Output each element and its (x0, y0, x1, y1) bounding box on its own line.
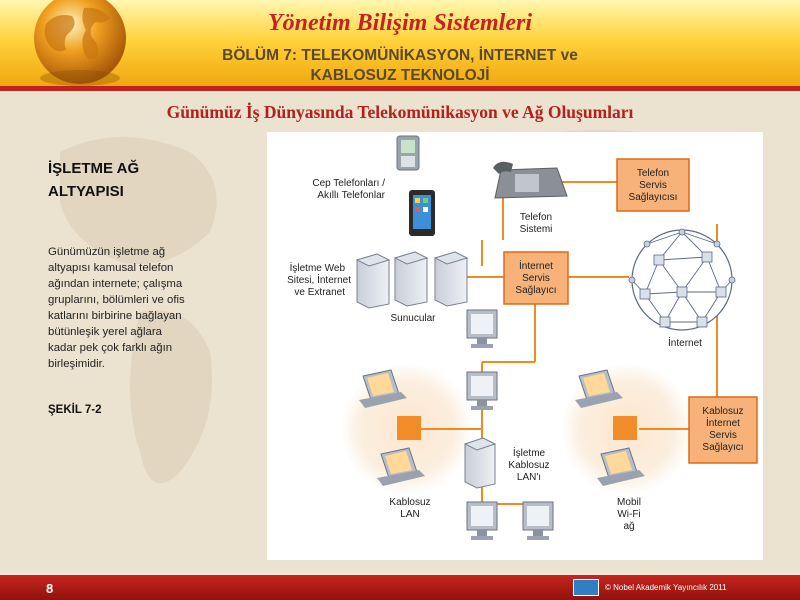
section-title (48, 157, 248, 203)
business-wlan-line1: İşletme (512, 448, 546, 459)
copyright-text: © Nobel Akademik Yayıncılık 2011 (605, 583, 727, 592)
wireless-lan-line1: Kablosuz (389, 497, 431, 508)
app-title: Yönetim Bilişim Sistemleri (267, 10, 533, 36)
network-diagram-svg (267, 132, 763, 560)
body-text (48, 244, 218, 372)
business-wlan-line2: Kablosuz (508, 460, 550, 471)
body-line: kadar pek çok farklı ağın (48, 342, 173, 354)
section-title-line2: ALTYAPISI (48, 183, 124, 200)
body-line: gruplarını, bölümleri ve ofis (48, 294, 185, 306)
footer-bar (0, 575, 800, 600)
telephone-provider-line2: Servis (639, 180, 667, 191)
phone-system-label-line2: Sistemi (519, 224, 553, 235)
mobile-wifi-hub (613, 416, 637, 440)
phone-system-label-line1: Telefon (519, 212, 553, 223)
desktop-computer-icon (467, 310, 497, 348)
globe-icon (26, 0, 134, 90)
body-line: katlarını birbirine bağlayan (48, 310, 182, 322)
telephone-icon (493, 162, 567, 198)
body-line: Günümüzün işletme ağ (48, 246, 166, 258)
body-line: birleşimidir. (48, 358, 105, 370)
web-site-label-line3: ve Extranet (294, 287, 345, 298)
network-diagram (267, 132, 763, 560)
mobile-wifi-line3: ağ (623, 521, 635, 532)
internet-provider-line1: İnternet (519, 261, 553, 272)
slide-heading: Günümüz İş Dünyasında Telekomünikasyon ve Ağ Oluşumları (166, 102, 634, 122)
telephone-provider-line1: Telefon (636, 168, 670, 179)
body-line: altyapısı kamusal telefon (48, 262, 174, 274)
web-site-label-line1: İşletme Web (289, 263, 345, 274)
desktop-computer-icon (523, 502, 553, 540)
chapter-subtitle-line1: BÖLÜM 7: TELEKOMÜNİKASYON, İNTERNET ve (222, 47, 578, 64)
phones-label-line2: Akıllı Telefonlar (317, 190, 385, 201)
wireless-provider-line3: Servis (709, 430, 737, 441)
web-site-label-line2: Sitesi, İnternet (287, 275, 351, 286)
business-wlan-line3: LAN'ı (516, 472, 542, 483)
body-line: bütünleşik yerel ağlara (48, 326, 162, 338)
smartphone-icon (409, 190, 435, 236)
smartphone-icon (397, 136, 419, 170)
desktop-computer-icon (467, 502, 497, 540)
internet-provider-line2: Servis (522, 273, 550, 284)
server-icon (395, 252, 427, 306)
figure-label: ŞEKİL 7-2 (48, 404, 102, 416)
internet-mesh-icon (629, 229, 735, 330)
telephone-provider-line3: Sağlayıcısı (628, 192, 678, 203)
publisher-logo-icon (573, 579, 599, 596)
body-line: ağından internete; çalışma (48, 278, 183, 290)
section-title-line1: İŞLETME AĞ (48, 160, 140, 177)
server-icon (435, 252, 467, 306)
server-icon (357, 254, 389, 308)
wireless-provider-line4: Sağlayıcı (702, 442, 744, 453)
mobile-wifi-line2: Wi-Fi (617, 509, 641, 520)
wireless-lan-line2: LAN (400, 509, 420, 520)
servers-label: Sunucular (390, 313, 436, 324)
desktop-computer-icon (467, 372, 497, 410)
phones-label-line1: Cep Telefonları / (312, 178, 385, 189)
wireless-lan-hub (397, 416, 421, 440)
tower-server-icon (465, 438, 495, 488)
internet-provider-line3: Sağlayıcı (515, 285, 557, 296)
wireless-provider-line1: Kablosuz (702, 406, 744, 417)
page-number: 8 (46, 581, 54, 596)
wireless-provider-line2: İnternet (706, 418, 740, 429)
chapter-subtitle-line2: KABLOSUZ TEKNOLOJİ (310, 67, 490, 84)
mobile-wifi-line1: Mobil (617, 497, 641, 508)
internet-label: İnternet (668, 338, 702, 349)
chapter-subtitle (160, 46, 640, 86)
